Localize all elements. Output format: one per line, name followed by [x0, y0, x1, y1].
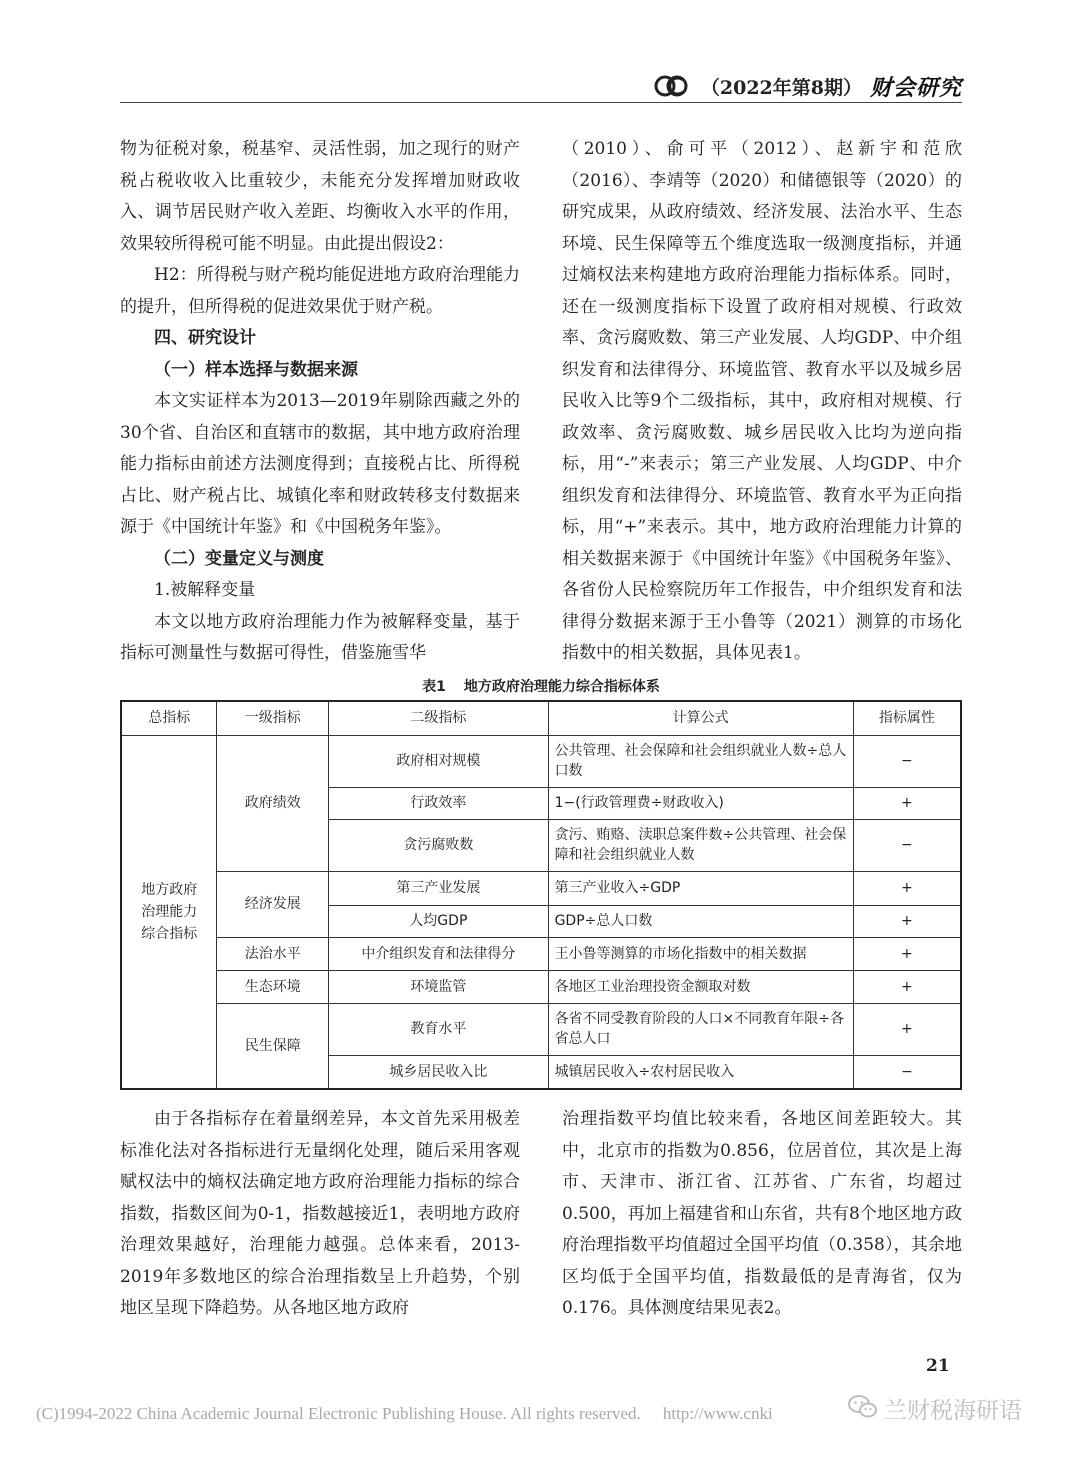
right-column-bottom	[562, 1104, 962, 1325]
attribute-cell: +	[853, 787, 961, 819]
table-header-row	[121, 701, 961, 735]
paragraph: （2010）、俞可平（2012）、赵新宇和范欣（2016）、李靖等（2020）和储德银等（2020）的研究成果，从政府绩效、经济发展、法治水平、生态环境、民生保障等五个维度选取一级测度指标，并通过熵权法来构建地方政府治理能力指标体系。同时，还在一级测度指标下设置了政府相对规模、行政效率、贪污腐败数、第三产业发展、人均GDP、中介组织发育和法律得分、环境监管、教育水平以及城乡居民收入比等9个二级指标，其中，政府相对规模、行政效率、贪污腐败数、城乡居民收入比均为逆向指标，用“-”来表示；第三产业发展、人均GDP、中介组织发育和法律得分、环境监管、教育水平为正向指标，用“+”来表示。其中，地方政府治理能力计算的相关数据来源于《中国统计年鉴》《中国税务年鉴》、各省份人民检察院历年工作报告，中介组织发育和法律得分数据来源于王小鲁等（2021）测算的市场化指数中的相关数据，具体见表1。	[562, 139, 962, 663]
header-rule	[120, 102, 962, 103]
formula-cell: 第三产业收入÷GDP	[548, 871, 853, 905]
table-title: 地方政府治理能力综合指标体系	[463, 679, 660, 695]
attribute-cell: +	[853, 1003, 961, 1055]
sub-indicator-cell: 人均GDP	[329, 905, 548, 937]
sub-indicator-cell: 政府相对规模	[329, 735, 548, 787]
right-column-top	[562, 134, 962, 670]
sub-indicator-cell: 第三产业发展	[329, 871, 548, 905]
subsection-heading: （一）样本选择与数据来源	[154, 359, 358, 380]
journal-logo-icon	[653, 74, 693, 98]
total-indicator-label: 地方政府治理能力综合指标	[141, 881, 198, 942]
group-cell: 民生保障	[217, 1003, 329, 1089]
paragraph: 本文以地方政府治理能力作为被解释变量，基于指标可测量性与数据可得性，借鉴施雪华	[120, 611, 520, 663]
sub-indicator-cell: 贪污腐败数	[329, 819, 548, 871]
column-header: 计算公式	[548, 701, 853, 735]
formula-cell: 各地区工业治理投资金额取对数	[548, 970, 853, 1003]
table-row	[121, 937, 961, 970]
formula-cell: 城镇居民收入÷农村居民收入	[548, 1055, 853, 1089]
subsection-heading: （二）变量定义与测度	[154, 548, 324, 569]
sub-indicator-cell: 教育水平	[329, 1003, 548, 1055]
paragraph: 由于各指标存在着量纲差异，本文首先采用极差标准化法对各指标进行无量纲化处理，随后采用客观赋权法中的熵权法确定地方政府治理能力指标的综合指数，指数区间为0-1，指数越接近1，表明地方政府治理效果越好，治理能力越强。总体来看，2013-2019年多数地区的综合治理指数呈上升趋势，个别地区呈现下降趋势。从各地区地方政府	[120, 1109, 520, 1318]
formula-cell: 贪污、贿赂、渎职总案件数÷公共管理、社会保障和社会组织就业人数	[548, 819, 853, 871]
journal-title: 财会研究	[869, 74, 962, 101]
watermark	[848, 1392, 1022, 1425]
left-column-top	[120, 134, 520, 670]
issue-label: （2022年第8期）	[700, 76, 862, 99]
attribute-cell: −	[853, 819, 961, 871]
formula-cell: GDP÷总人口数	[548, 905, 853, 937]
column-header: 总指标	[121, 701, 217, 735]
table-number: 表1	[422, 679, 446, 695]
page-number: 21	[926, 1356, 950, 1376]
hypothesis-h2: H2：所得税与财产税均能促进地方政府治理能力的提升，但所得税的促进效果优于财产税。	[120, 265, 520, 317]
group-cell: 法治水平	[217, 937, 329, 970]
column-header: 一级指标	[217, 701, 329, 735]
page-header	[653, 68, 962, 104]
attribute-cell: +	[853, 905, 961, 937]
left-column-bottom	[120, 1104, 520, 1325]
table-row	[121, 735, 961, 787]
table-row	[121, 871, 961, 905]
table-row	[121, 970, 961, 1003]
formula-cell: 1−(行政管理费÷财政收入)	[548, 787, 853, 819]
section-heading: 四、研究设计	[154, 328, 256, 348]
watermark-text: 兰财税海研语	[884, 1398, 1022, 1424]
subheading: 1.被解释变量	[154, 580, 256, 600]
attribute-cell: +	[853, 970, 961, 1003]
attribute-cell: −	[853, 1055, 961, 1089]
formula-cell: 各省不同受教育阶段的人口×不同教育年限÷各省总人口	[548, 1003, 853, 1055]
formula-cell: 王小鲁等测算的市场化指数中的相关数据	[548, 937, 853, 970]
total-indicator-cell	[121, 735, 217, 1089]
copyright-text: (C)1994-2022 China Academic Journal Electronic Publishing House. All rights reserved.	[36, 1404, 641, 1423]
attribute-cell: +	[853, 937, 961, 970]
sub-indicator-cell: 城乡居民收入比	[329, 1055, 548, 1089]
copyright-url: http://www.cnki	[662, 1404, 773, 1423]
column-header: 指标属性	[853, 701, 961, 735]
table-row	[121, 1003, 961, 1055]
paragraph: 本文实证样本为2013—2019年剔除西藏之外的30个省、自治区和直辖市的数据，其中地方政府治理能力指标由前述方法测度得到；直接税占比、所得税占比、财产税占比、城镇化率和财政转移支付数据来源于《中国统计年鉴》和《中国税务年鉴》。	[120, 391, 520, 537]
group-cell: 政府绩效	[217, 735, 329, 871]
attribute-cell: +	[853, 871, 961, 905]
table-caption	[120, 676, 962, 696]
column-header: 二级指标	[329, 701, 548, 735]
paragraph: 治理指数平均值比较来看，各地区间差距较大。其中，北京市的指数为0.856，位居首位，其次是上海市、天津市、浙江省、江苏省、广东省，均超过0.500，再加上福建省和山东省，共有8个地区地方政府治理指数平均值超过全国平均值（0.358），其余地区均低于全国平均值，指数最低的是青海省，仅为0.176。具体测度结果见表2。	[562, 1109, 962, 1318]
group-cell: 经济发展	[217, 871, 329, 937]
sub-indicator-cell: 中介组织发育和法律得分	[329, 937, 548, 970]
attribute-cell: −	[853, 735, 961, 787]
indicator-table	[120, 700, 962, 1090]
wechat-icon	[848, 1394, 878, 1424]
formula-cell: 公共管理、社会保障和社会组织就业人数÷总人口数	[548, 735, 853, 787]
sub-indicator-cell: 行政效率	[329, 787, 548, 819]
paragraph: 物为征税对象，税基窄、灵活性弱，加之现行的财产税占税收收入比重较少，未能充分发挥增加财政收入、调节居民财产收入差距、均衡收入水平的作用，效果较所得税可能不明显。由此提出假设2：	[120, 139, 520, 254]
group-cell: 生态环境	[217, 970, 329, 1003]
copyright-notice	[36, 1404, 773, 1424]
sub-indicator-cell: 环境监管	[329, 970, 548, 1003]
